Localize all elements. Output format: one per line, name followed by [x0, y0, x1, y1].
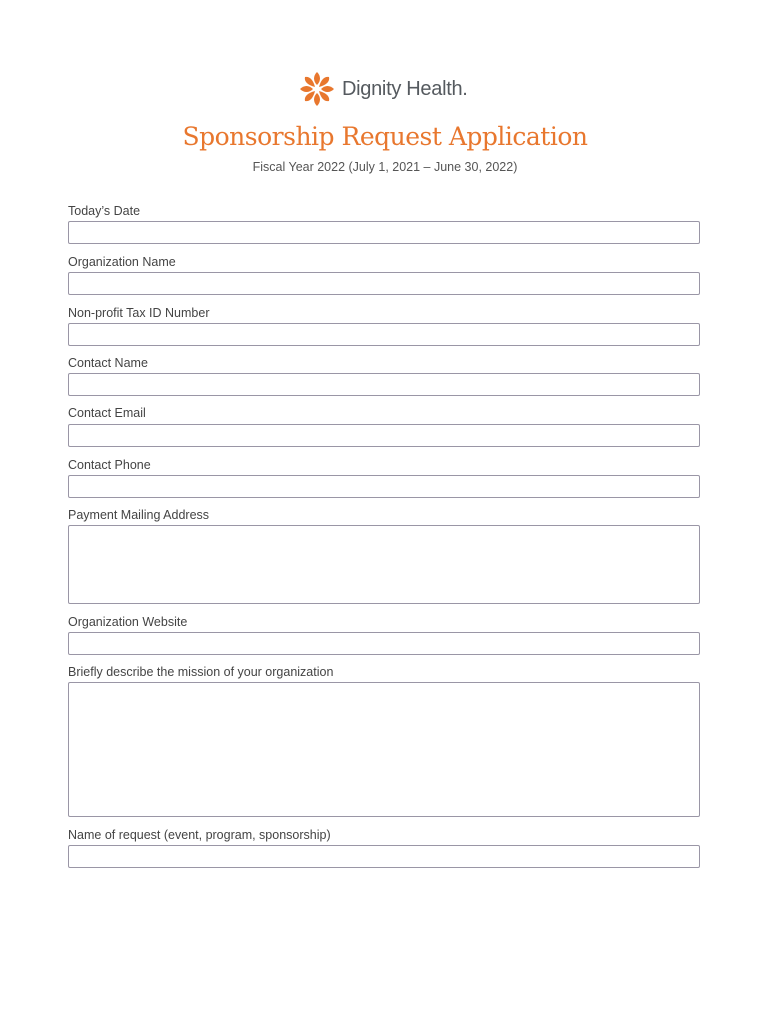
contact-name-field[interactable] [68, 373, 700, 396]
website-label: Organization Website [68, 615, 188, 629]
contact-phone-field[interactable] [68, 475, 700, 498]
contact-email-field[interactable] [68, 424, 700, 447]
organization-name-field[interactable] [68, 272, 700, 295]
contact-phone-label: Contact Phone [68, 458, 151, 472]
organization-name-label: Organization Name [68, 255, 176, 269]
dignity-health-logo [296, 68, 468, 110]
mailing-address-field[interactable] [68, 525, 700, 604]
contact-name-label: Contact Name [68, 356, 148, 370]
todays-date-field[interactable] [68, 221, 700, 244]
mission-field[interactable] [68, 682, 700, 817]
request-name-field[interactable] [68, 845, 700, 868]
tax-id-field[interactable] [68, 323, 700, 346]
request-name-label: Name of request (event, program, sponsorship) [68, 828, 331, 842]
mission-label: Briefly describe the mission of your organization [68, 665, 334, 679]
dignity-health-hands-icon [296, 68, 338, 110]
brand-name: Dignity Health. [342, 77, 468, 100]
todays-date-label: Today’s Date [68, 204, 141, 218]
contact-email-label: Contact Email [68, 406, 146, 420]
tax-id-label: Non-profit Tax ID Number [68, 306, 210, 320]
form-title: Sponsorship Request Application [182, 122, 588, 151]
mailing-address-label: Payment Mailing Address [68, 508, 210, 522]
form-subtitle: Fiscal Year 2022 (July 1, 2021 – June 30, 2022) [252, 160, 518, 174]
website-field[interactable] [68, 632, 700, 655]
